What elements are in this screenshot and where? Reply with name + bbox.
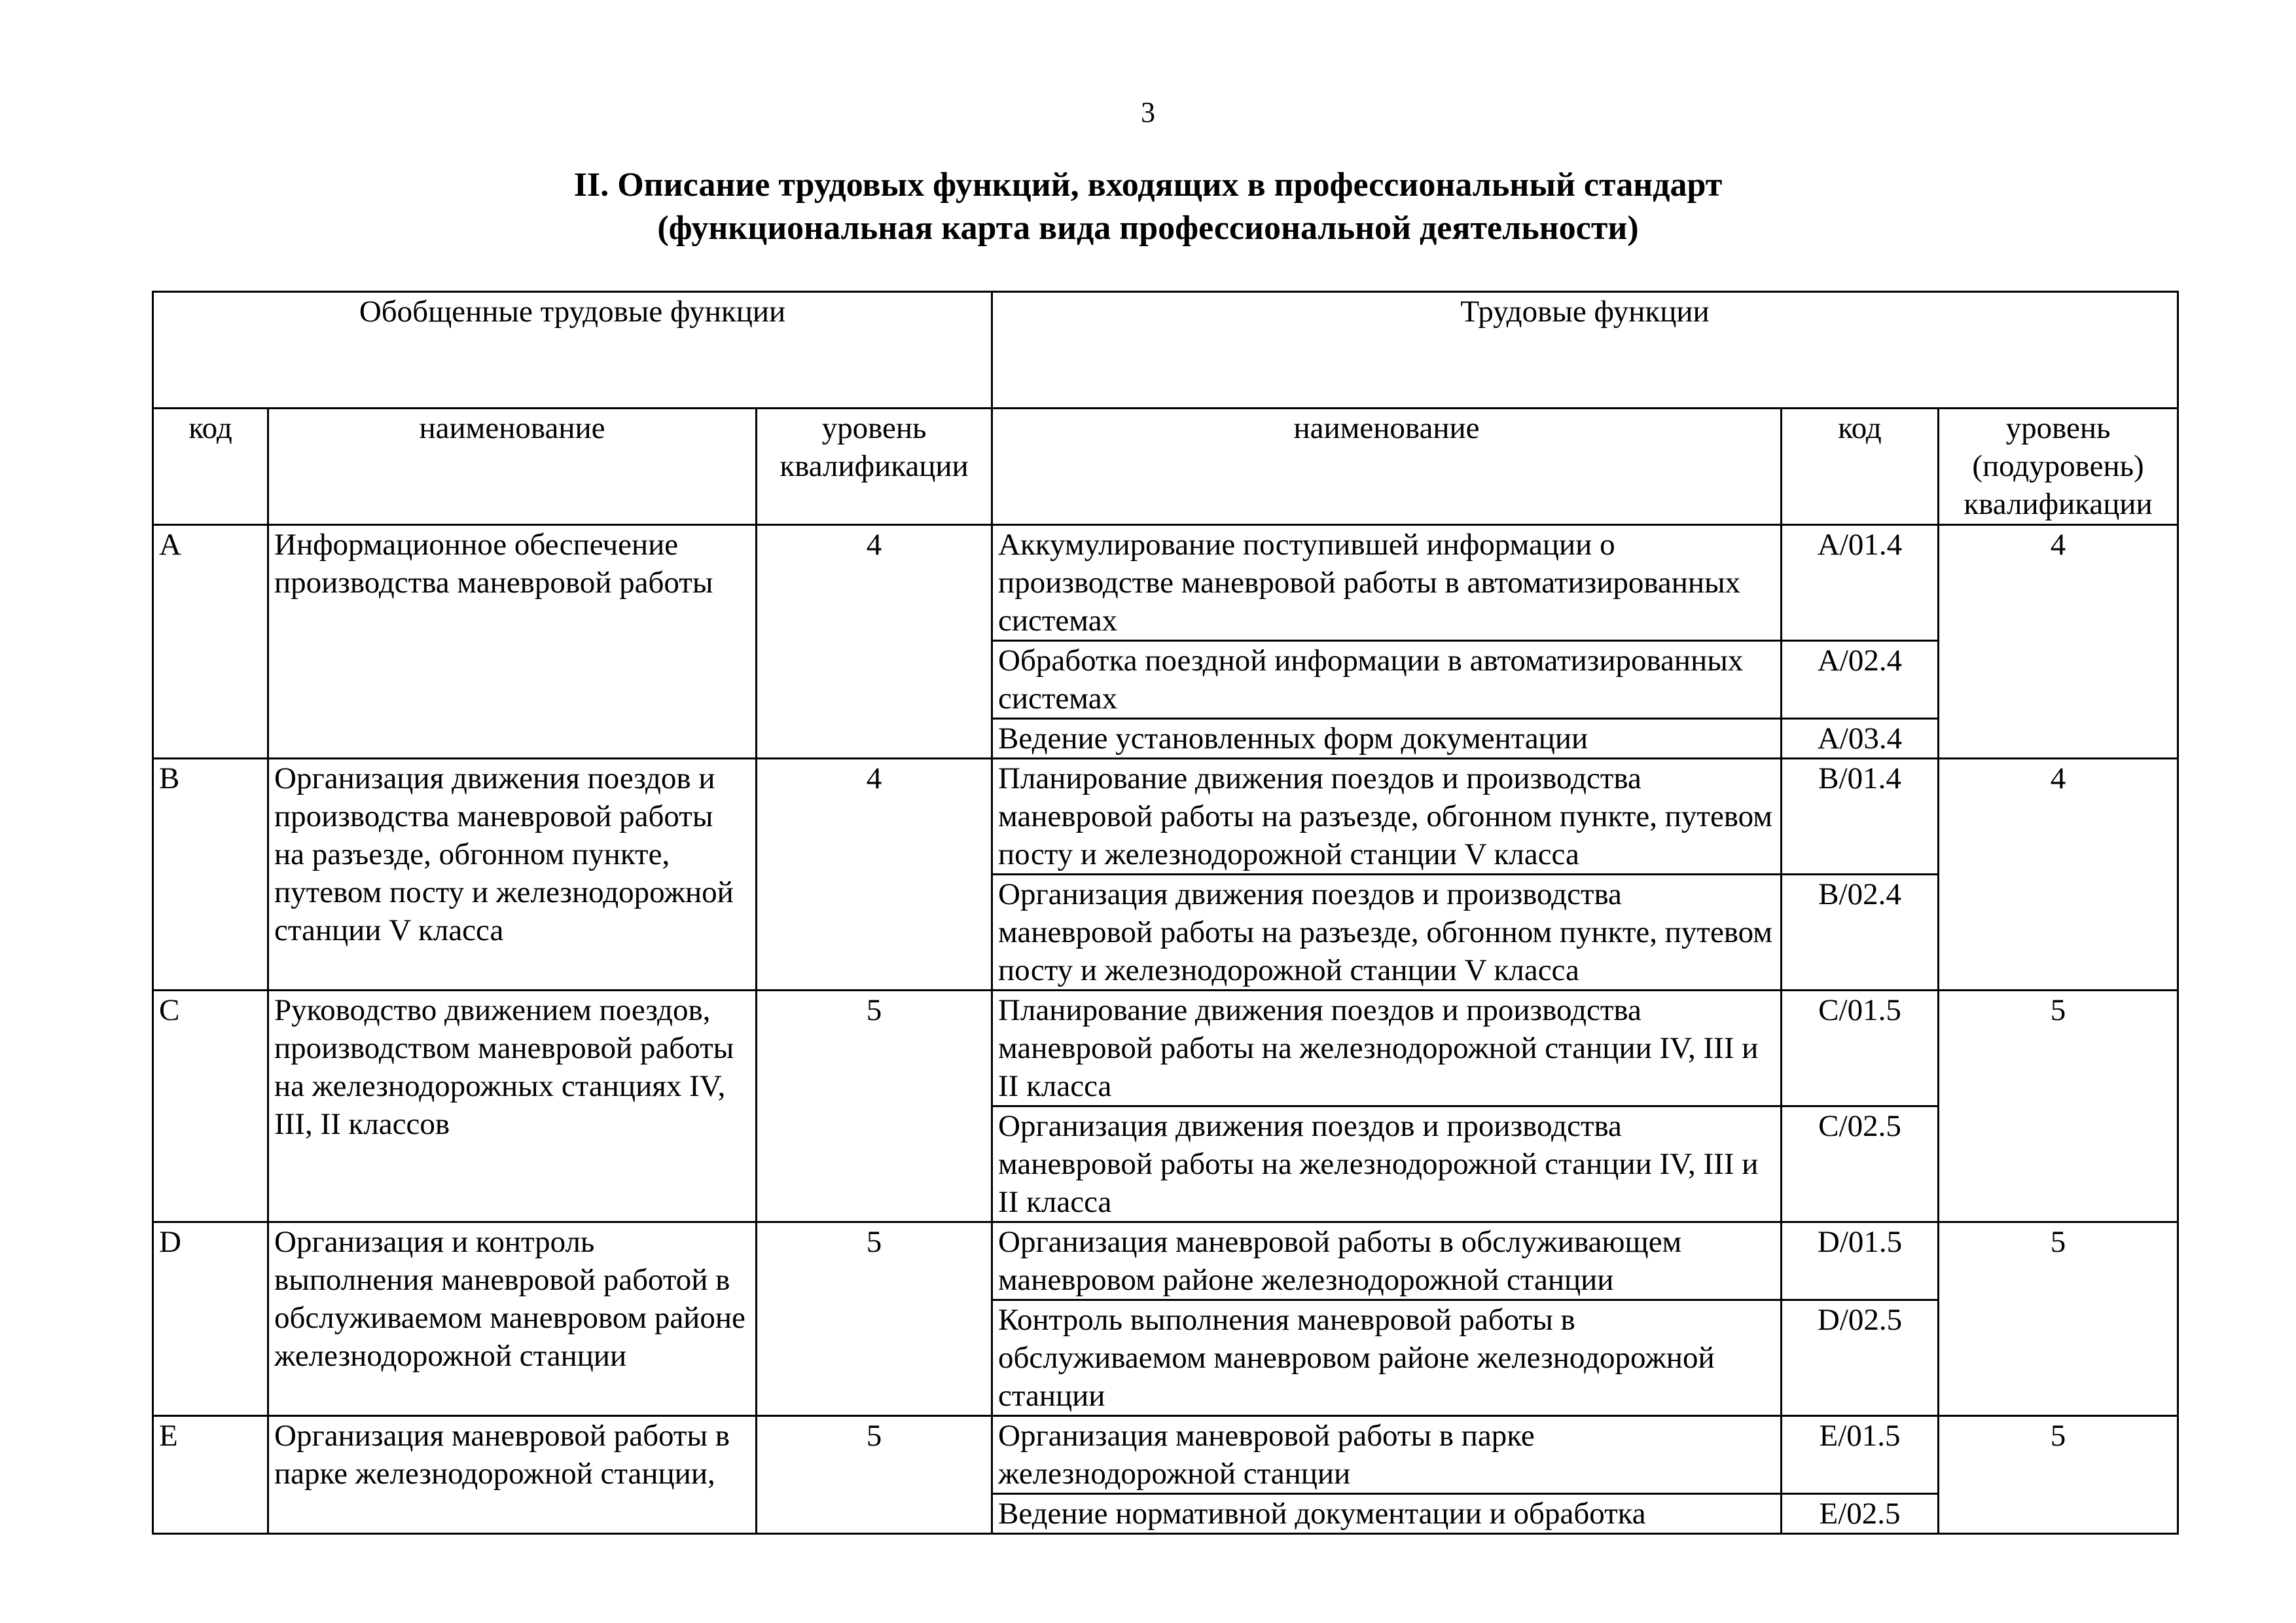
col-header-gen-code: код (153, 409, 268, 525)
group-level: 5 (757, 991, 992, 1222)
section-title-line1: II. Описание трудовых функций, входящих в профессиональный стандарт (573, 166, 1723, 204)
section-title (0, 164, 2296, 250)
col-header-tf-code: код (1782, 409, 1939, 525)
function-name: Контроль выполнения маневровой работы в обслуживаемом маневровом районе железнодорожной станции (992, 1300, 1782, 1416)
header-labor-functions: Трудовые функции (992, 292, 2178, 409)
header-generalized-functions: Обобщенные трудовые функции (153, 292, 992, 409)
col-header-tf-name: наименование (992, 409, 1782, 525)
function-name: Планирование движения поездов и производства маневровой работы на железнодорожной станции IV, III и II класса (992, 991, 1782, 1106)
group-code: E (153, 1416, 268, 1534)
function-code: A/03.4 (1782, 719, 1939, 759)
group-header-row (153, 292, 2178, 409)
col-header-tf-level: уровень (подуровень) квалификации (1939, 409, 2178, 525)
function-name: Организация маневровой работы в обслуживающем маневровом районе железнодорожной станции (992, 1222, 1782, 1300)
group-level: 4 (757, 759, 992, 991)
function-name: Обработка поездной информации в автоматизированных системах (992, 641, 1782, 719)
group-code: B (153, 759, 268, 991)
functional-map-table (152, 291, 2179, 1535)
group-level: 4 (757, 525, 992, 759)
function-code: D/01.5 (1782, 1222, 1939, 1300)
function-name: Аккумулирование поступившей информации о производстве маневровой работы в автоматизированных системах (992, 525, 1782, 641)
function-code: B/01.4 (1782, 759, 1939, 875)
group-name: Организация маневровой работы в парке железнодорожной станции, (268, 1416, 757, 1534)
function-code: A/02.4 (1782, 641, 1939, 719)
function-code: E/02.5 (1782, 1494, 1939, 1534)
group-name: Организация движения поездов и производства маневровой работы на разъезде, обгонном пункте, путевом посту и железнодорожной станции V класса (268, 759, 757, 991)
table-row (153, 991, 2178, 1106)
function-code: C/01.5 (1782, 991, 1939, 1106)
group-code: A (153, 525, 268, 759)
function-sublevel: 5 (1939, 1222, 2178, 1416)
function-code: C/02.5 (1782, 1106, 1939, 1222)
col-header-gen-level: уровень квалификации (757, 409, 992, 525)
function-name: Планирование движения поездов и производства маневровой работы на разъезде, обгонном пункте, путевом посту и железнодорожной станции V класса (992, 759, 1782, 875)
page-number: 3 (1141, 96, 1155, 128)
table-row (153, 759, 2178, 875)
function-sublevel: 5 (1939, 1416, 2178, 1534)
section-title-line2: (функциональная карта вида профессиональной деятельности) (657, 210, 1639, 247)
col-header-gen-name: наименование (268, 409, 757, 525)
group-code: D (153, 1222, 268, 1416)
group-level: 5 (757, 1222, 992, 1416)
group-name: Организация и контроль выполнения маневровой работой в обслуживаемом маневровом районе железнодорожной станции (268, 1222, 757, 1416)
function-sublevel: 4 (1939, 759, 2178, 991)
function-name: Организация движения поездов и производства маневровой работы на железнодорожной станции IV, III и II класса (992, 1106, 1782, 1222)
group-level: 5 (757, 1416, 992, 1534)
group-name: Руководство движением поездов, производством маневровой работы на железнодорожных станциях IV, III, II классов (268, 991, 757, 1222)
function-sublevel: 5 (1939, 991, 2178, 1222)
function-name: Организация маневровой работы в парке железнодорожной станции (992, 1416, 1782, 1494)
function-code: D/02.5 (1782, 1300, 1939, 1416)
function-name: Ведение установленных форм документации (992, 719, 1782, 759)
function-name: Организация движения поездов и производства маневровой работы на разъезде, обгонном пункте, путевом посту и железнодорожной станции V класса (992, 875, 1782, 991)
table-row (153, 1416, 2178, 1494)
column-header-row (153, 409, 2178, 525)
function-sublevel: 4 (1939, 525, 2178, 759)
group-name: Информационное обеспечение производства маневровой работы (268, 525, 757, 759)
table-row (153, 1222, 2178, 1300)
table-row (153, 525, 2178, 641)
function-code: A/01.4 (1782, 525, 1939, 641)
function-code: B/02.4 (1782, 875, 1939, 991)
group-code: C (153, 991, 268, 1222)
function-code: E/01.5 (1782, 1416, 1939, 1494)
function-name: Ведение нормативной документации и обработка (992, 1494, 1782, 1534)
